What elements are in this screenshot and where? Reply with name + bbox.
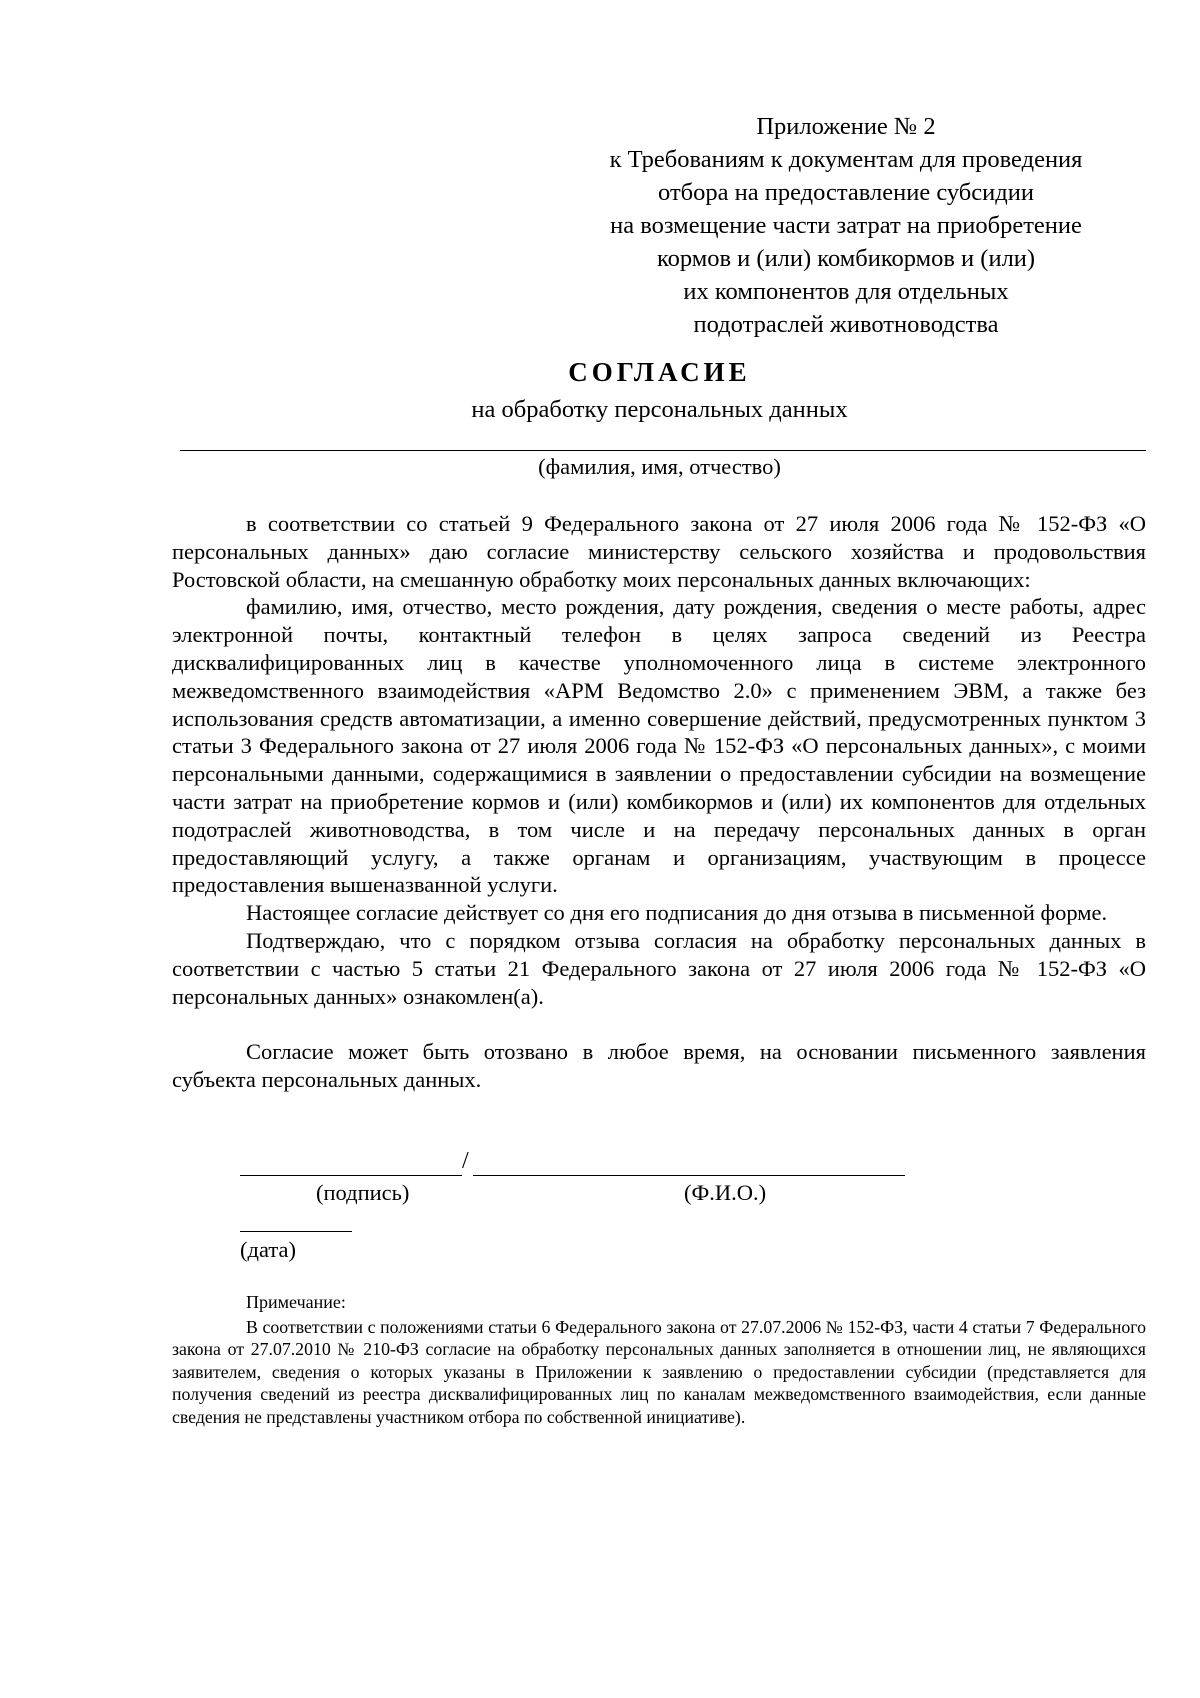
note-heading: Примечание: — [246, 1292, 346, 1312]
appendix-line: Приложение № 2 — [756, 113, 936, 140]
date-field-line[interactable] — [240, 1231, 352, 1232]
appendix-line: кормов и (или) комбикормов и (или) — [656, 245, 1036, 272]
appendix-line: к Требованиям к документам для проведения — [609, 146, 1083, 173]
document-subtitle: на обработку персональных данных — [471, 396, 848, 423]
fio-caption: (Ф.И.О.) — [684, 1180, 767, 1205]
body-paragraph: фамилию, имя, отчество, место рождения, дату рождения, сведения о месте работы, адрес электронной почты, контактный телефон в целях запроса сведений из Реестра дисквалифицированных лиц в качестве уполномоченного лица в системе электронного межведомственного взаимодействия «АРМ Ведомство 2.0» с применением ЭВМ, а также без использования средств автоматизации, а именно совершение действий, предусмотренных пунктом 3 статьи 3 Федерального закона от 27 июля 2006 года № 152-ФЗ «О персональных данных», с моими персональными данными, содержащимися в заявлении о предоставлении субсидии на возмещение части затрат на приобретение кормов и (или) комбикормов и (или) их компонентов для отдельных подотраслей животноводства, в том числе и на передачу персональных данных в орган предоставляющий услугу, а также органам и организациям, участвующим в процессе предоставления вышеназванной услуги. — [172, 594, 1146, 898]
date-caption: (дата) — [240, 1237, 296, 1262]
note-text: В соответствии с положениями статьи 6 Федерального закона от 27.07.2006 № 152-ФЗ, части 4 статьи 7 Федерального закона от 27.07.2010 № 210-ФЗ согласие на обработку персональных данных заполняется в отношении лиц, не являющихся заявителем, сведения о которых указаны в Приложении к заявлению о предоставлении субсидии (представляется для получения сведений из реестра дисквалифицированных лиц по каналам межведомственного взаимодействия, если данные сведения не представлены участником отбора по собственной инициативе). — [172, 1317, 1146, 1427]
body-paragraph: Подтверждаю, что с порядком отзыва согласия на обработку персональных данных в соответствии с частью 5 статьи 21 Федерального закона от 27 июля 2006 года № 152-ФЗ «О персональных данных» ознакомлен(а). — [172, 927, 1146, 1009]
full-name-field-line[interactable] — [180, 450, 1146, 451]
body-paragraph: Настоящее согласие действует со дня его подписания до дня отзыва в письменной форме. — [246, 900, 1108, 926]
signature-separator: / — [462, 1148, 469, 1174]
body-paragraph: в соответствии со статьей 9 Федерального закона от 27 июля 2006 года № 152-ФЗ «О персональных данных» даю согласие министерству сельского хозяйства и продовольствия Ростовской области, на смешанную обработку моих персональных данных включающих: — [172, 511, 1146, 592]
signature-caption: (подпись) — [316, 1180, 410, 1205]
body-paragraph: Согласие может быть отозвано в любое время, на основании письменного заявления субъекта персональных данных. — [172, 1039, 1146, 1093]
appendix-line: на возмещение части затрат на приобретение — [610, 212, 1082, 239]
consent-body — [172, 510, 1146, 1094]
appendix-line: подотраслей животноводства — [693, 311, 999, 338]
appendix-header — [546, 110, 1146, 341]
appendix-line: отбора на предоставление субсидии — [658, 179, 1034, 206]
signature-field-line[interactable] — [240, 1175, 462, 1176]
appendix-line: их компонентов для отдельных — [683, 278, 1009, 305]
document-title: СОГЛАСИЕ — [568, 357, 751, 387]
note-block — [172, 1316, 1146, 1428]
full-name-caption: (фамилия, имя, отчество) — [538, 454, 781, 479]
fio-field-line[interactable] — [473, 1175, 905, 1176]
